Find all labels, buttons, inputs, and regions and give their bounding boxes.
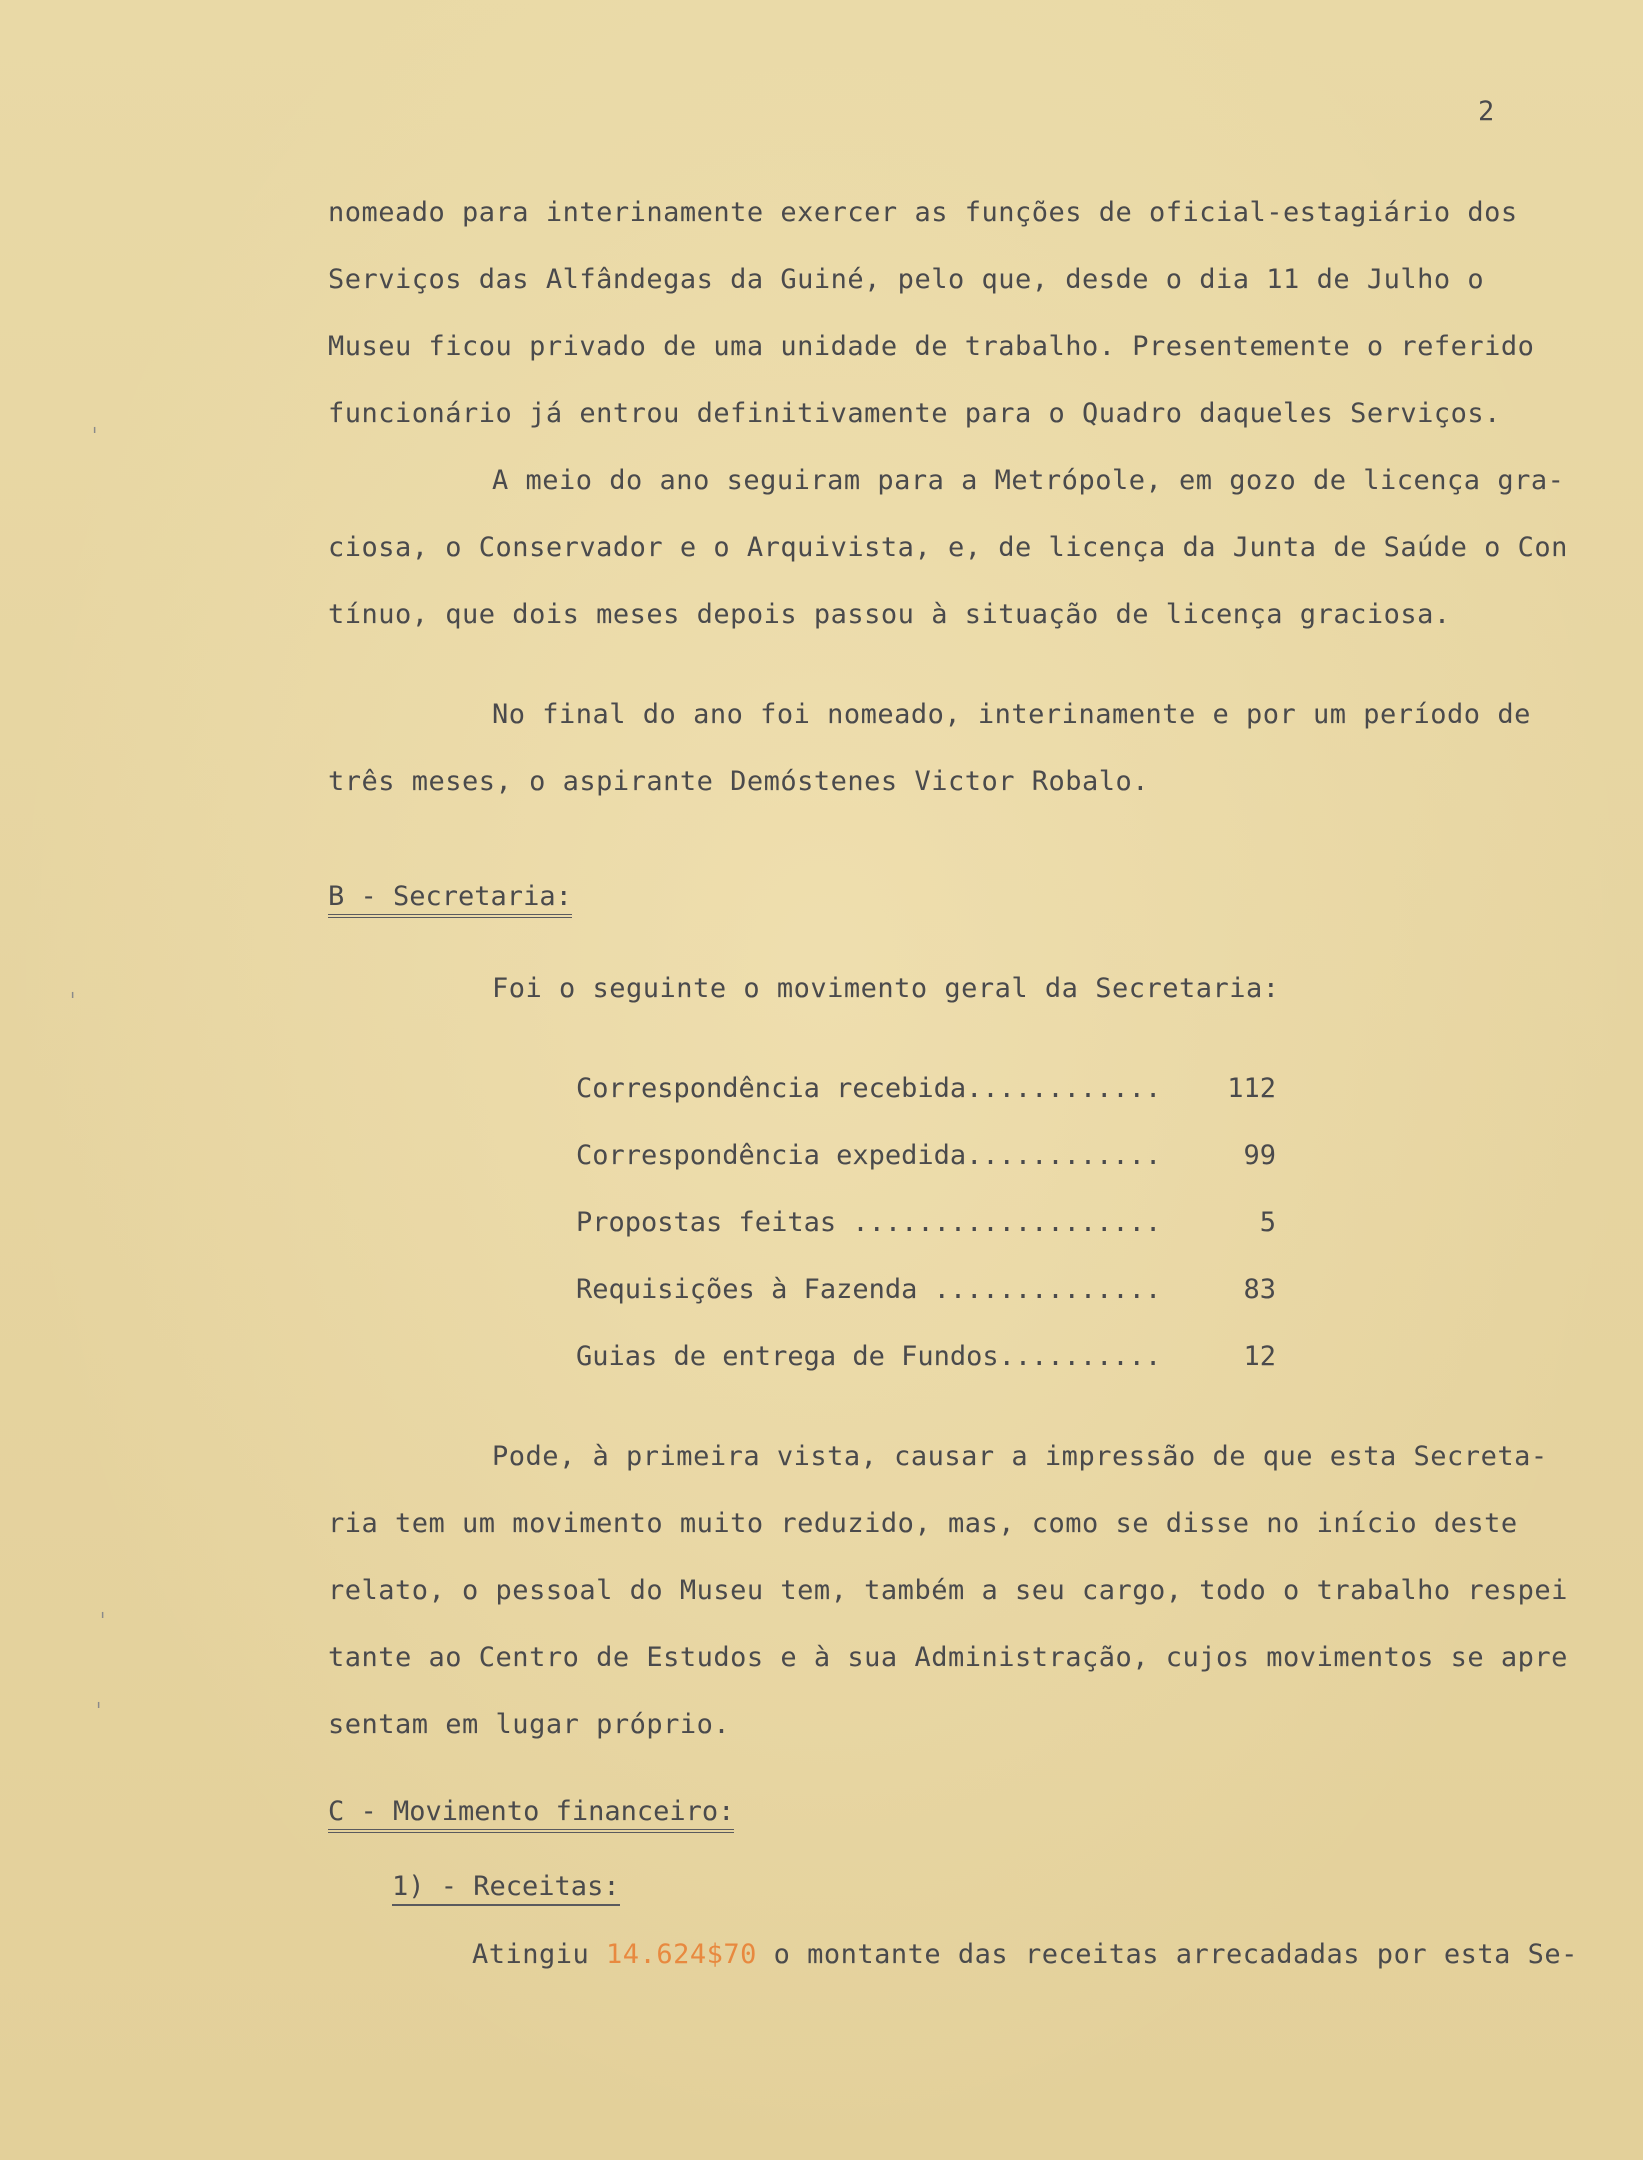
paragraph-line: sentam em lugar próprio. [328, 1709, 731, 1740]
margin-mark: ˈ [92, 1700, 106, 1725]
paragraph-line: relato, o pessoal do Museu tem, também a seu cargo, todo o trabalho respei [328, 1575, 1568, 1606]
margin-mark: ˈ [96, 1610, 110, 1635]
section-heading-text: C - Movimento financeiro: [328, 1796, 734, 1833]
table-row [576, 1139, 1276, 1173]
paragraph-line: ciosa, o Conservador e o Arquivista, e, de licença da Junta de Saúde o Con [328, 532, 1568, 563]
paragraph-line-receitas [472, 1938, 1578, 1972]
paragraph-line: A meio do ano seguiram para a Metrópole, em gozo de licença gra- [492, 465, 1565, 496]
row-value: 12 [1243, 1341, 1276, 1372]
row-value: 5 [1259, 1207, 1276, 1238]
margin-mark: ˈ [66, 990, 80, 1015]
receitas-amount: 14.624$70 [606, 1939, 757, 1970]
paragraph-line: nomeado para interinamente exercer as funções de oficial-estagiário dos [328, 197, 1518, 228]
row-value: 112 [1227, 1073, 1276, 1104]
page-number: 2 [1478, 96, 1495, 127]
row-label: Propostas feitas ................... [576, 1207, 1162, 1238]
paragraph-line: funcionário já entrou definitivamente para o Quadro daqueles Serviços. [328, 398, 1501, 429]
row-label: Guias de entrega de Fundos.......... [576, 1341, 1162, 1372]
paragraph-line: três meses, o aspirante Demóstenes Victor Robalo. [328, 766, 1150, 797]
paragraph-line: tínuo, que dois meses depois passou à situação de licença graciosa. [328, 599, 1451, 630]
section-heading-b [328, 880, 572, 914]
row-value: 99 [1243, 1140, 1276, 1171]
section-heading-text: B - Secretaria: [328, 881, 572, 918]
table-row [576, 1273, 1276, 1307]
sub-heading-text: 1) - Receitas: [392, 1871, 620, 1906]
table-row [576, 1206, 1276, 1240]
row-label: Correspondência expedida............ [576, 1140, 1162, 1171]
margin-mark: ˈ [88, 425, 102, 450]
row-label: Requisições à Fazenda .............. [576, 1274, 1162, 1305]
paragraph-line: Pode, à primeira vista, causar a impressão de que esta Secreta- [492, 1441, 1548, 1472]
paragraph-line: tante ao Centro de Estudos e à sua Administração, cujos movimentos se apre [328, 1642, 1568, 1673]
section-heading-c [328, 1795, 734, 1829]
paragraph-line: Serviços das Alfândegas da Guiné, pelo que, desde o dia 11 de Julho o [328, 264, 1485, 295]
paragraph-line: ria tem um movimento muito reduzido, mas, como se disse no início deste [328, 1508, 1518, 1539]
paragraph-line: No final do ano foi nomeado, interinamente e por um período de [492, 699, 1531, 730]
sub-heading-receitas [392, 1870, 620, 1904]
section-intro: Foi o seguinte o movimento geral da Secretaria: [492, 973, 1280, 1004]
row-value: 83 [1243, 1274, 1276, 1305]
table-row [576, 1340, 1276, 1374]
row-label: Correspondência recebida............ [576, 1073, 1162, 1104]
table-row [576, 1072, 1276, 1106]
text-segment: Atingiu [472, 1939, 607, 1970]
paragraph-line: Museu ficou privado de uma unidade de trabalho. Presentemente o referido [328, 331, 1535, 362]
text-segment: o montante das receitas arrecadadas por esta Se- [756, 1939, 1578, 1970]
